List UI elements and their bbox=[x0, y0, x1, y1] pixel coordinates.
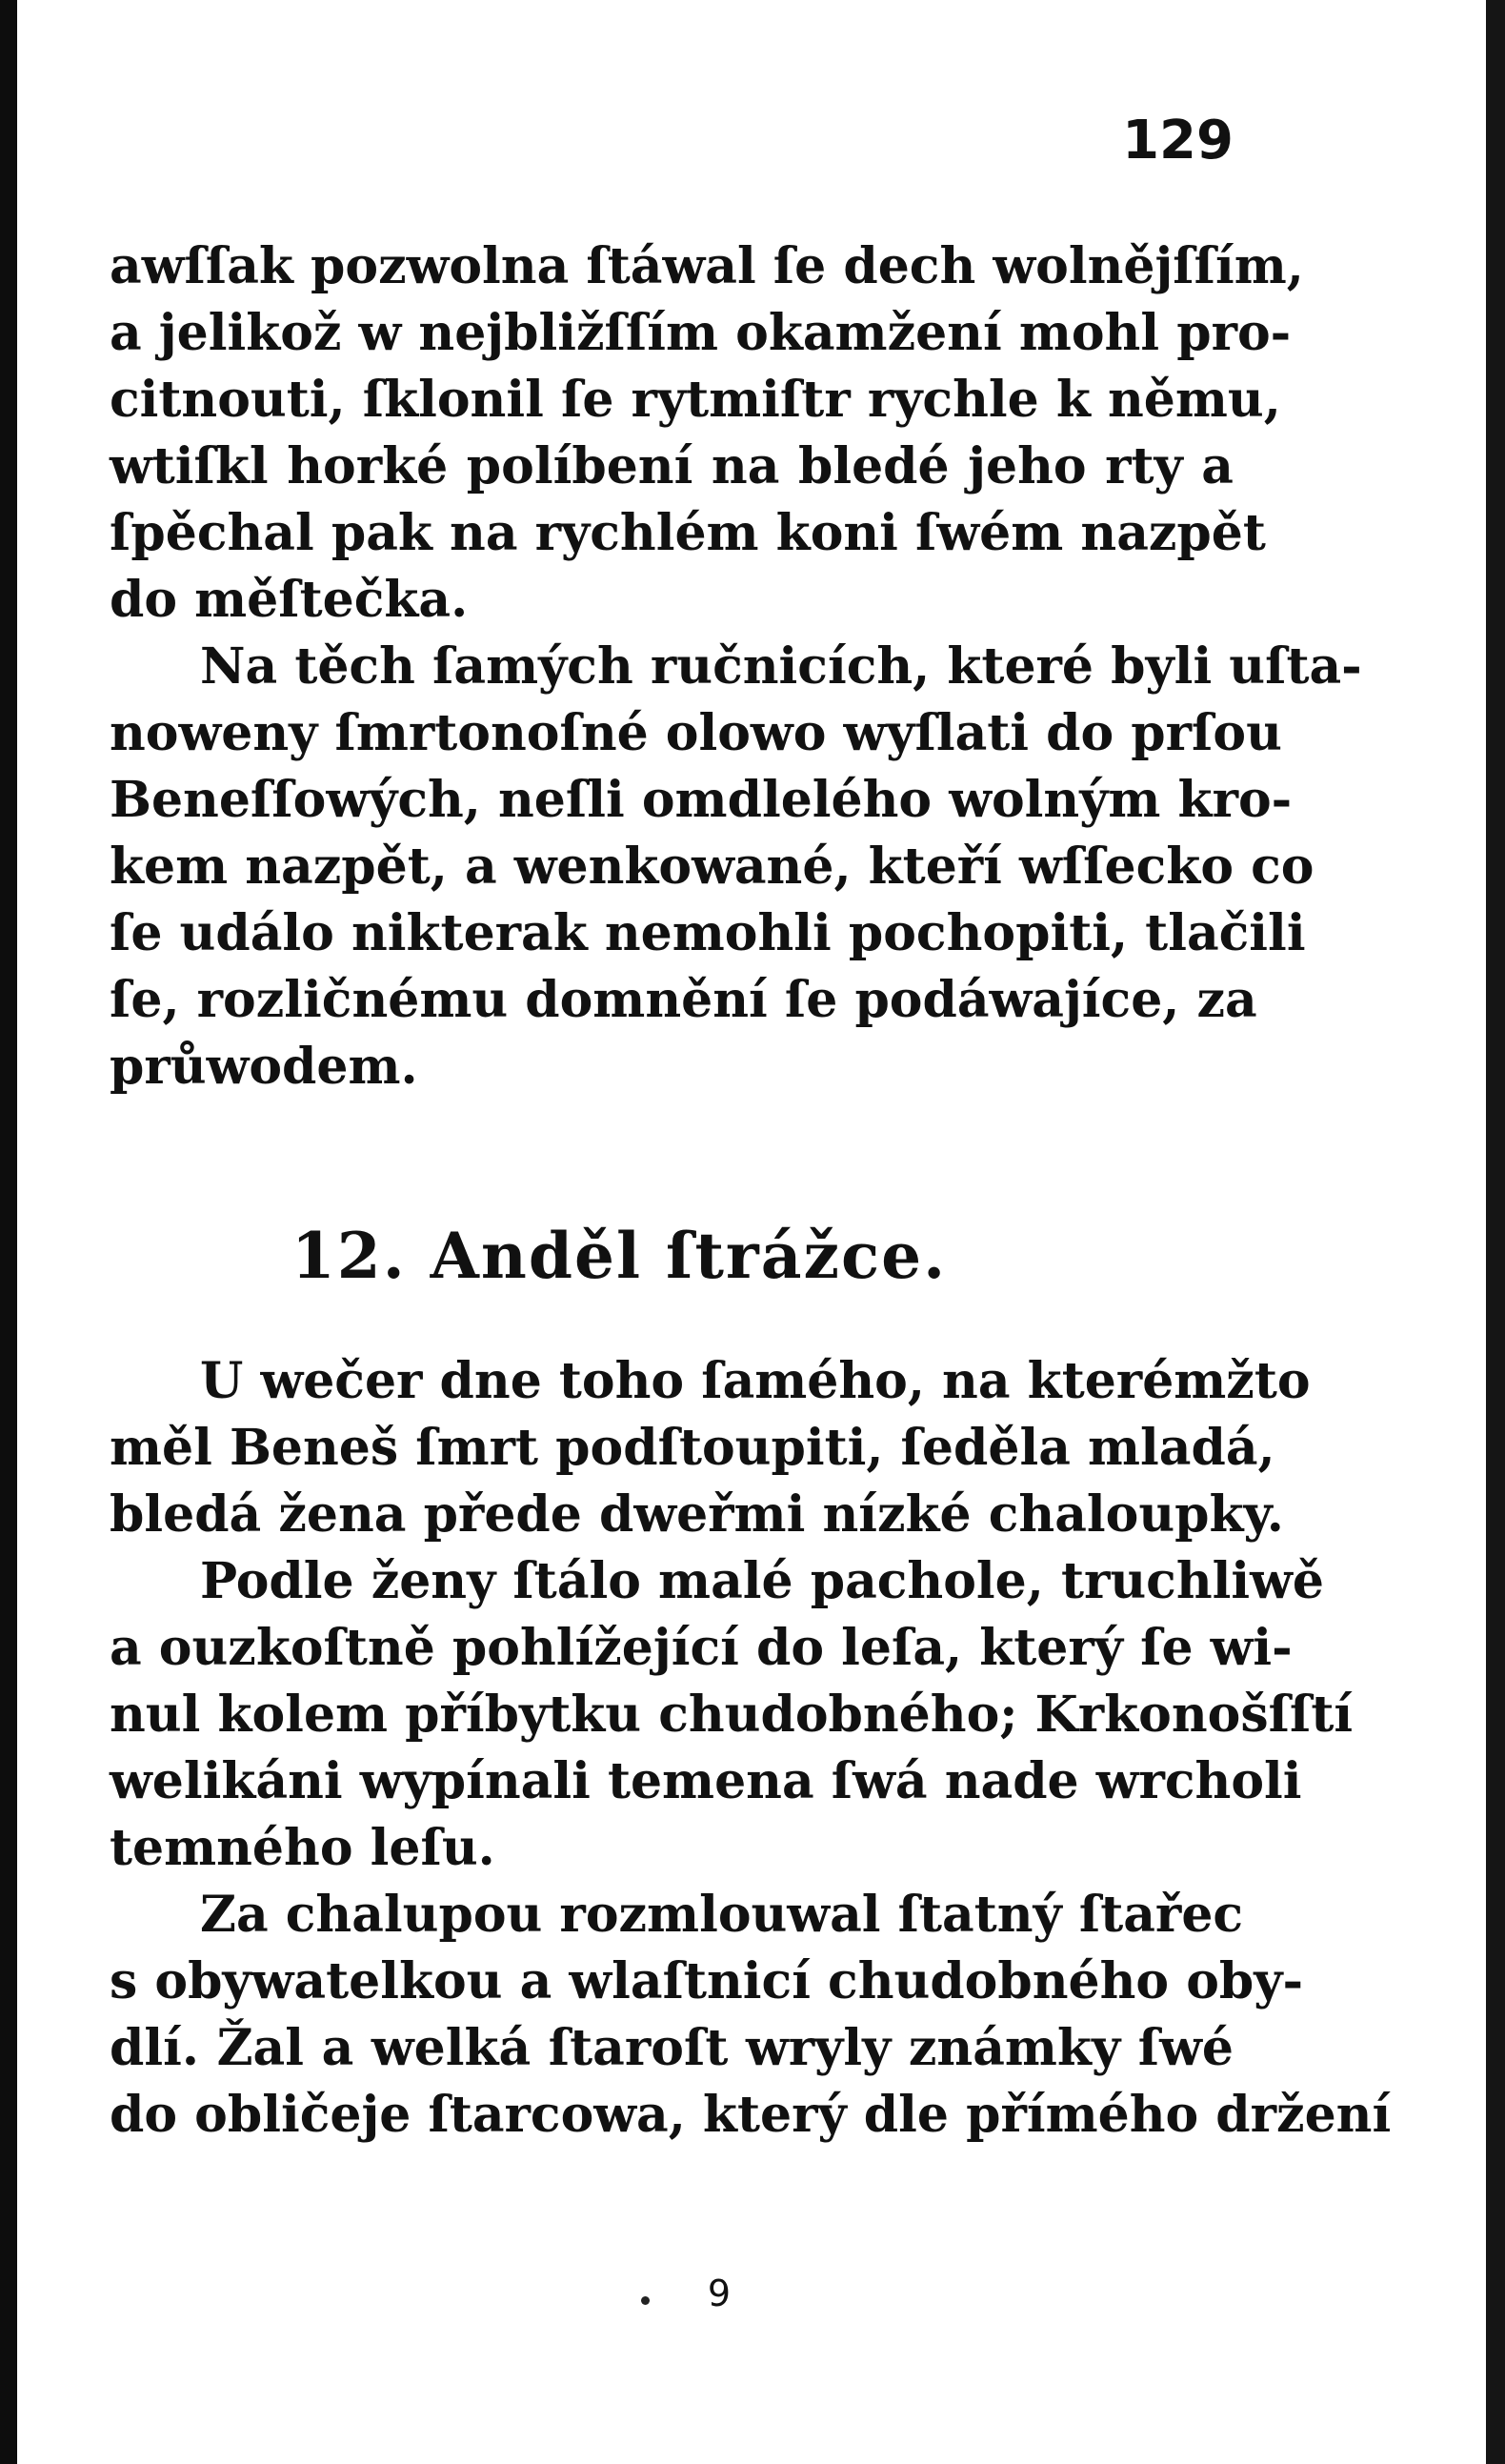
paragraph-5-line: dlí. Žal a welká ſtaroſt wryly známky ſwé bbox=[110, 2019, 1234, 2077]
paragraph-1-line: wtiſkl horké políbení na bledé jeho rty a bbox=[110, 437, 1234, 495]
paragraph-1-line: citnouti, ſklonil ſe rytmiſtr rychle k němu, bbox=[110, 371, 1281, 429]
paragraph-5-line: s obywatelkou a wlaſtnicí chudobného oby- bbox=[110, 1952, 1304, 2010]
paragraph-5-line: do obličeje ſtarcowa, který dle přímého držení bbox=[110, 2086, 1392, 2144]
paragraph-1-line: awſſak pozwolna ſtáwal ſe dech wolnějſſím, bbox=[110, 237, 1304, 295]
ink-speck bbox=[641, 2296, 650, 2305]
paragraph-1-line: a jelikož w nejbližſſím okamžení mohl pro- bbox=[110, 304, 1292, 362]
paragraph-3-line: měl Beneš ſmrt podſtoupiti, ſeděla mladá, bbox=[110, 1419, 1275, 1477]
paragraph-2 bbox=[110, 634, 1362, 1101]
page-number: 129 bbox=[1122, 110, 1234, 172]
paragraph-4-line: temného leſu. bbox=[110, 1819, 495, 1877]
scan-right-edge bbox=[1486, 0, 1505, 2464]
paragraph-3 bbox=[110, 1348, 1311, 1548]
paragraph-4-line: a ouzkoſtně pohlížející do leſa, který ſe wi- bbox=[110, 1619, 1293, 1677]
paragraph-4-line: Podle ženy ſtálo malé pachole, truchliwě bbox=[200, 1552, 1325, 1610]
chapter-heading: 12. Anděl ſtrážce. bbox=[291, 1219, 948, 1293]
paragraph-4-line: nul kolem příbytku chudobného; Krkonošſſtí bbox=[110, 1686, 1354, 1744]
paragraph-2-line: ſe, rozličnému domnění ſe podáwajíce, za bbox=[110, 971, 1257, 1029]
signature-mark: 9 bbox=[707, 2272, 732, 2314]
text-block-lower bbox=[110, 1348, 1392, 2149]
paragraph-2-line: Beneſſowých, neſli omdlelého wolným kro- bbox=[110, 771, 1293, 829]
paragraph-2-line: průwodem. bbox=[110, 1038, 418, 1096]
text-block-upper bbox=[110, 233, 1362, 1101]
paragraph-2-line: kem nazpět, a wenkowané, kteří wſſecko co bbox=[110, 838, 1314, 896]
paragraph-2-line: Na těch ſamých ručnicích, které byli uſta- bbox=[200, 637, 1362, 696]
paragraph-2-line: noweny ſmrtonoſné olowo wyſlati do prſou bbox=[110, 704, 1282, 762]
scan-left-edge bbox=[0, 0, 17, 2464]
book-page bbox=[110, 110, 1392, 2420]
paragraph-1-line: ſpěchal pak na rychlém koni ſwém nazpět bbox=[110, 504, 1266, 562]
paragraph-1 bbox=[110, 233, 1304, 634]
paragraph-3-line: U wečer dne toho ſamého, na kterémžto bbox=[200, 1352, 1311, 1410]
paragraph-5 bbox=[110, 1882, 1392, 2149]
paragraph-4 bbox=[110, 1548, 1354, 1882]
paragraph-4-line: welikáni wypínali temena ſwá nade wrcholi bbox=[110, 1752, 1302, 1810]
paragraph-2-line: ſe událo nikterak nemohli pochopiti, tlačili bbox=[110, 904, 1306, 962]
paragraph-5-line: Za chalupou rozmlouwal ſtatný ſtařec bbox=[200, 1886, 1244, 1944]
paragraph-1-line: do měſtečka. bbox=[110, 571, 469, 629]
paragraph-3-line: bledá žena přede dweřmi nízké chaloupky. bbox=[110, 1485, 1284, 1544]
